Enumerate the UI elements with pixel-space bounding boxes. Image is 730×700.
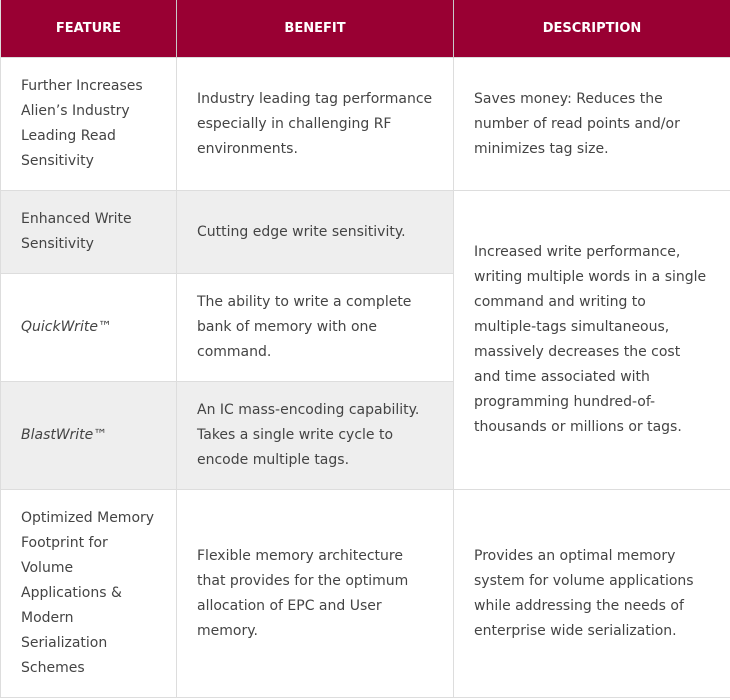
feature-cell: Optimized Memory Footprint for Volume Applications & Modern Serialization Schemes (1, 490, 177, 698)
feature-cell: Further Increases Alien’s Industry Leading Read Sensitivity (1, 58, 177, 191)
description-cell: Provides an optimal memory system for volume applications while addressing the needs of enterprise wide serialization. (454, 490, 730, 698)
trademark-symbol: ™ (93, 427, 108, 443)
description-cell: Increased write performance, writing multiple words in a single command and writing to multiple-tags simultaneous, massively decreases the cost and time associated with programming hundred-of-thousands or millions or tags. (454, 191, 730, 490)
table-row (1, 191, 730, 274)
feature-name-italic: QuickWrite (21, 319, 98, 335)
benefit-cell: The ability to write a complete bank of memory with one command. (177, 274, 454, 382)
header-row (1, 0, 730, 58)
feature-cell: Enhanced Write Sensitivity (1, 191, 177, 274)
benefit-cell: An IC mass-encoding capability. Takes a single write cycle to encode multiple tags. (177, 382, 454, 490)
table-row (1, 58, 730, 191)
header-benefit: BENEFIT (177, 0, 454, 58)
header-feature: FEATURE (1, 0, 177, 58)
header-description: DESCRIPTION (454, 0, 730, 58)
feature-name-italic: BlastWrite (21, 427, 94, 443)
benefit-cell: Cutting edge write sensitivity. (177, 191, 454, 274)
trademark-symbol: ™ (97, 319, 112, 335)
benefit-cell: Industry leading tag performance especially in challenging RF environments. (177, 58, 454, 191)
benefit-cell: Flexible memory architecture that provides for the optimum allocation of EPC and User memory. (177, 490, 454, 698)
table-row (1, 490, 730, 698)
description-cell: Saves money: Reduces the number of read points and/or minimizes tag size. (454, 58, 730, 191)
feature-cell (1, 382, 177, 490)
feature-cell (1, 274, 177, 382)
